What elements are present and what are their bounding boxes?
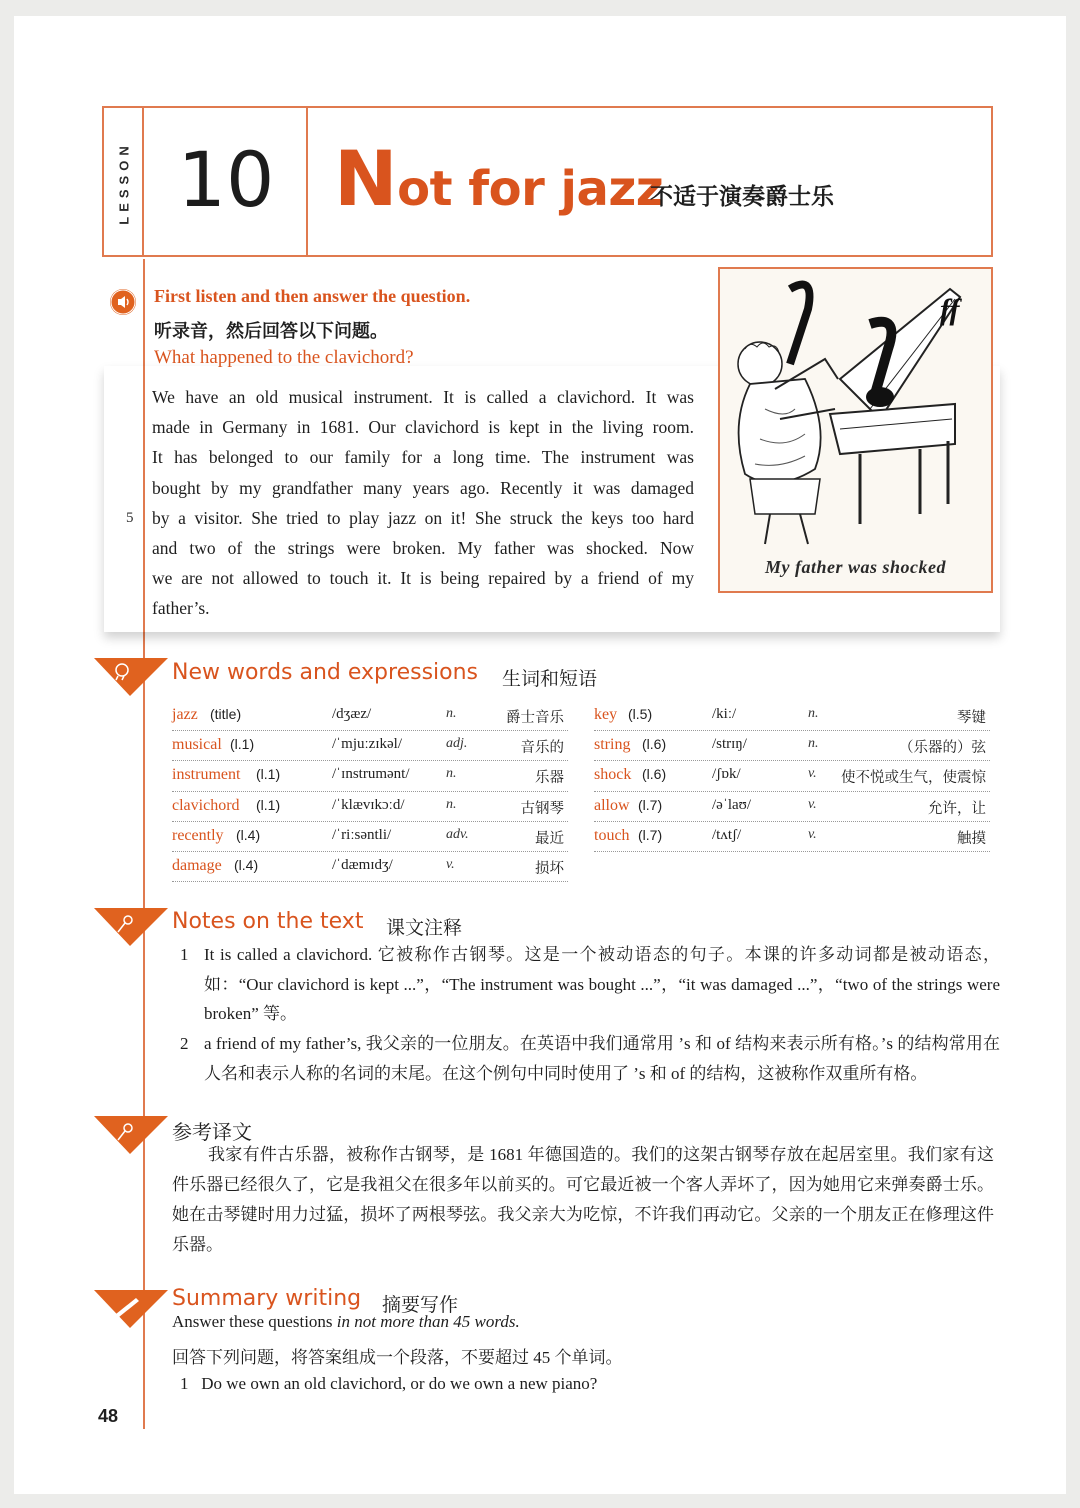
lesson-title-zh: 不适于演奏爵士乐	[650, 184, 834, 210]
pencil-icon	[94, 1278, 168, 1332]
vocab-meaning: 乐器	[535, 770, 564, 787]
note-number: 1	[180, 945, 189, 964]
vocab-meaning: 使不悦或生气，使震惊	[841, 770, 986, 787]
vocab-pos: v.	[446, 856, 455, 872]
vocab-pos: n.	[446, 706, 457, 721]
passage-line: by a visitor. She tried to play jazz on it! She struck the keys too hard	[152, 507, 694, 528]
note-number: 2	[180, 1034, 189, 1053]
summary-instruction-zh: 回答下列问题，将答案组成一个段落，不要超过 45 个单词。	[172, 1348, 623, 1367]
summary-instruction	[172, 1312, 520, 1332]
vocab-meaning: 允许，让	[928, 800, 986, 817]
note-text: a friend of my father’s, 我父亲的一位朋友。在英语中我们通常用 ’s 和 of 结构来表示所有格。’s 的结构常用在人名和表示人称的名词的末尾。在这个例句中同时使用了 ’s 和 of 的结构，这被称作双重所有格。	[204, 1034, 1000, 1083]
vocab-meaning: 古钢琴	[520, 800, 564, 817]
note-text: It is called a clavichord. 它被称作古钢琴。这是一个被动语态的句子。本课的许多动词都是被动语态，如：“Our clavichord is kept ...”，“The instrument was bought ...”，“it was damaged ...”，“two of the strings were broken” 等。	[204, 945, 1000, 1023]
vocab-word: shock	[594, 766, 632, 784]
vocab-word: key	[594, 706, 618, 723]
lesson-title-rest: ot for jazz	[397, 161, 664, 217]
notes-section-title-zh: 课文注释	[386, 917, 463, 939]
vocab-pos: v.	[808, 766, 817, 782]
lesson-label: LESSON	[116, 141, 132, 225]
vocab-pos: n.	[446, 766, 457, 782]
vocab-line-ref: (l.7)	[638, 826, 663, 843]
vocab-list-right	[594, 701, 990, 852]
vocab-meaning: 音乐的	[520, 740, 564, 757]
dynamic-marking: ff	[940, 293, 960, 326]
listening-instruction-zh: 听录音，然后回答以下问题。	[154, 321, 388, 341]
key-icon	[94, 1104, 168, 1158]
vocab-phonetic: /kiː/	[712, 706, 737, 722]
note-item	[180, 1029, 1000, 1088]
vocab-phonetic: /ʃɒk/	[712, 766, 741, 783]
textbook-page	[14, 16, 1066, 1494]
vocab-section-title-zh: 生词和短语	[502, 668, 598, 690]
vocab-row	[594, 792, 990, 822]
vocab-row	[594, 761, 990, 791]
vocab-word: musical	[172, 736, 222, 754]
vocab-phonetic: /ˈɪnstrumənt/	[332, 766, 410, 783]
vocab-pos: n.	[808, 706, 819, 721]
vocab-phonetic: /ˈklævɪkɔːd/	[332, 796, 405, 813]
speaker-icon[interactable]	[110, 289, 136, 315]
lesson-title-initial: N	[334, 134, 398, 223]
vocab-line-ref: (l.6)	[642, 736, 667, 753]
vocab-meaning: 损坏	[535, 860, 564, 877]
lesson-number: 10	[146, 108, 308, 255]
vocab-word: jazz	[172, 706, 198, 723]
summary-instruction-limit: in not more than 45 words.	[336, 1312, 520, 1331]
summary-section-title: Summary writing	[172, 1286, 362, 1311]
lesson-title	[334, 134, 663, 223]
page-number: 48	[98, 1406, 119, 1426]
passage-line: made in Germany in 1681. Our clavichord is kept in the living room.	[152, 417, 694, 438]
illustration-caption: My father was shocked	[765, 557, 946, 577]
vocab-row	[172, 761, 568, 791]
vocab-phonetic: /tʌtʃ/	[712, 826, 742, 843]
vocab-phonetic: /ˈriːsəntli/	[332, 826, 392, 843]
passage-line: father’s.	[152, 598, 210, 619]
vocab-word: touch	[594, 826, 630, 844]
vocab-phonetic: /əˈlaʊ/	[712, 796, 752, 813]
vocab-pos: adv.	[446, 826, 469, 842]
vocab-phonetic: /dʒæz/	[332, 706, 372, 722]
vocab-word: instrument	[172, 766, 241, 784]
vocab-phonetic: /ˈdæmɪdʒ/	[332, 856, 393, 873]
passage-line: bought by my grandfather many years ago. Recently it was damaged	[152, 477, 694, 498]
vocab-pos: n.	[808, 736, 819, 752]
vocab-row	[172, 792, 568, 822]
lesson-header	[102, 106, 993, 257]
vocab-row	[594, 822, 990, 852]
summary-question-number: 1	[180, 1374, 189, 1393]
line-number-marker: 5	[126, 510, 134, 526]
vocab-phonetic: /ˈmjuːzɪkəl/	[332, 736, 402, 753]
vocab-row	[172, 822, 568, 852]
vocab-meaning: 爵士音乐	[506, 710, 564, 726]
vocab-meaning: 最近	[535, 830, 564, 847]
vocab-word: string	[594, 736, 631, 754]
pianist-drawing	[720, 269, 991, 554]
vocab-section-title: New words and expressions	[172, 660, 479, 685]
vocab-pos: n.	[446, 796, 457, 812]
translation-text: 我家有件古乐器，被称作古钢琴，是 1681 年德国造的。我们的这架古钢琴存放在起居室里。我们家有这件乐器已经很久了，它是我祖父在很多年以前买的。可它最近被一个客人弄坏了，因为她用它来弹奏爵士乐。她在击琴键时用力过猛，损坏了两根琴弦。我父亲大为吃惊，不许我们再动它。父亲的一个朋友正在修理这件乐器。	[172, 1145, 994, 1254]
vocab-meaning: （乐器的）弦	[899, 740, 986, 757]
vocab-line-ref: (l.1)	[230, 736, 255, 753]
passage-line: and two of the strings were broken. My father was shocked. Now	[152, 538, 694, 559]
vocab-meaning: 琴键	[957, 710, 986, 726]
notes-section-title: Notes on the text	[172, 909, 364, 934]
cartoon-illustration	[718, 267, 993, 593]
passage-line: we are not allowed to touch it. It is being repaired by a friend of my	[152, 568, 694, 589]
vocab-row	[594, 731, 990, 761]
lightbulb-icon	[94, 646, 168, 700]
vocab-line-ref: (l.7)	[638, 796, 663, 813]
vocab-word: damage	[172, 856, 222, 874]
vocab-line-ref: (l.5)	[628, 706, 653, 722]
lesson-tab	[104, 108, 144, 255]
summary-question	[180, 1374, 597, 1394]
vocab-list-left	[172, 701, 568, 882]
reading-passage	[152, 382, 694, 624]
vocab-line-ref: (l.4)	[236, 826, 261, 843]
summary-question-text: Do we own an old clavichord, or do we own a new piano?	[201, 1374, 598, 1393]
summary-section-title-zh: 摘要写作	[382, 1294, 459, 1316]
translation-title: 参考译文	[172, 1120, 252, 1144]
vocab-word: allow	[594, 796, 630, 814]
vocab-pos: adj.	[446, 736, 468, 752]
vocab-row	[594, 701, 990, 731]
summary-instruction-start: Answer these questions	[172, 1312, 337, 1331]
passage-line: We have an old musical instrument. It is called a clavichord. It was	[152, 387, 694, 407]
vocab-word: recently	[172, 826, 224, 844]
vocab-line-ref: (l.4)	[234, 856, 259, 873]
note-item	[180, 940, 1000, 1029]
vocab-pos: v.	[808, 826, 817, 842]
vocab-line-ref: (l.1)	[256, 766, 281, 783]
passage-line: It has belonged to our family for a long time. The instrument was	[152, 447, 694, 468]
listening-instruction: First listen and then answer the question.	[154, 286, 471, 306]
vocab-meaning: 触摸	[957, 830, 986, 847]
vocab-phonetic: /strɪŋ/	[712, 736, 747, 753]
vocab-pos: v.	[808, 796, 817, 812]
vocab-row	[172, 852, 568, 882]
vocab-row	[172, 731, 568, 761]
vocab-line-ref: (l.1)	[256, 796, 281, 813]
vocab-word: clavichord	[172, 796, 240, 814]
vocab-line-ref: (l.6)	[642, 766, 667, 783]
key-icon	[94, 896, 168, 950]
vocab-line-ref: (title)	[210, 706, 242, 722]
vocab-row	[172, 701, 568, 731]
listening-question: What happened to the clavichord?	[154, 347, 414, 368]
